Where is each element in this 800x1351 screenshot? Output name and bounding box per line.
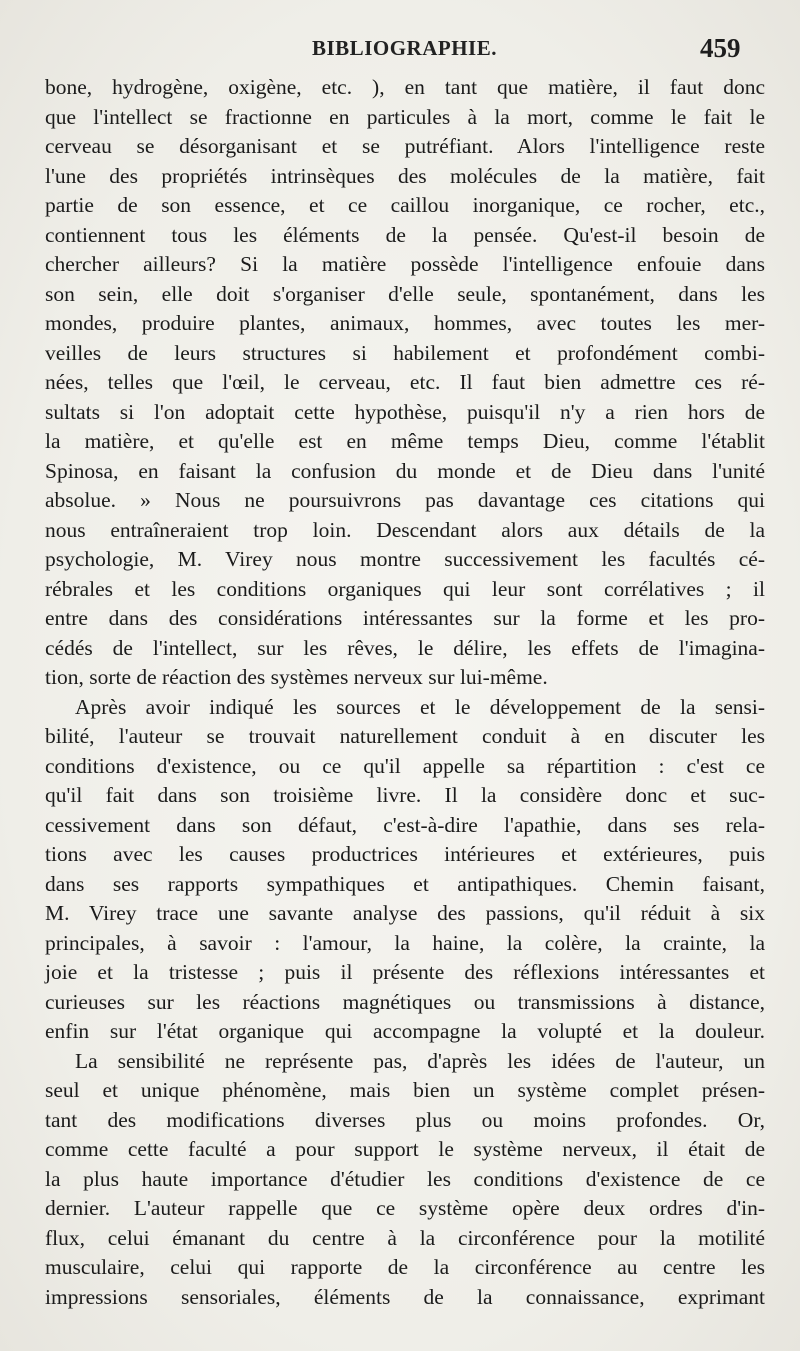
text-line: contiennent tous les éléments de la pensée. Qu'est-il besoin de: [45, 222, 765, 247]
text-line: veilles de leurs structures si habilement et profondément combi-: [45, 340, 765, 365]
running-title: BIBLIOGRAPHIE.: [312, 36, 497, 60]
text-line: son sein, elle doit s'organiser d'elle seule, spontanément, dans les: [45, 281, 765, 306]
text-line: bone, hydrogène, oxigène, etc. ), en tant que matière, il faut donc: [45, 75, 765, 99]
text-line: nées, telles que l'œil, le cerveau, etc. Il faut bien admettre ces ré-: [45, 370, 765, 394]
text-line: chercher ailleurs? Si la matière possède l'intelligence enfouie dans: [45, 252, 765, 276]
text-line: l'une des propriétés intrinsèques des molécules de la matière, fait: [45, 163, 765, 188]
text-line: que l'intellect se fractionne en particules à la mort, comme le fait le: [45, 104, 765, 129]
text-line: sultats si l'on adoptait cette hypothèse, puisqu'il n'y a rien hors de: [45, 399, 765, 424]
text-line: nous entraîneraient trop loin. Descendant alors aux détails de la: [45, 517, 765, 542]
text-line: cessivement dans son défaut, c'est-à-dire l'apathie, dans ses rela-: [45, 812, 765, 837]
text-line: absolue. » Nous ne poursuivrons pas davantage ces citations qui: [45, 488, 765, 512]
text-line: seul et unique phénomène, mais bien un système complet présen-: [45, 1078, 765, 1102]
text-line: dans ses rapports sympathiques et antipathiques. Chemin faisant,: [45, 871, 765, 896]
text-line: cerveau se désorganisant et se putréfiant. Alors l'intelligence reste: [45, 134, 765, 158]
text-line: qu'il fait dans son troisième livre. Il la considère donc et suc-: [45, 783, 765, 807]
text-line: entre dans des considérations intéressantes sur la forme et les pro-: [45, 606, 765, 630]
page-number: 459: [700, 33, 741, 63]
text-line: M. Virey trace une savante analyse des passions, qu'il réduit à six: [45, 901, 765, 925]
text-line: joie et la tristesse ; puis il présente des réflexions intéressantes et: [45, 960, 765, 984]
text-line: Spinosa, en faisant la confusion du monde et de Dieu dans l'unité: [45, 458, 765, 483]
body-text: [45, 73, 765, 1312]
text-line: rébrales et les conditions organiques qui leur sont corrélatives ; il: [45, 576, 765, 601]
paragraph-start-line: La sensibilité ne représente pas, d'après les idées de l'auteur, un: [75, 1048, 765, 1073]
text-line: cédés de l'intellect, sur les rêves, le délire, les effets de l'imagina-: [45, 635, 765, 660]
paragraph-end-line: enfin sur l'état organique qui accompagne la volupté et la douleur.: [45, 1019, 765, 1043]
text-line: comme cette faculté a pour support le système nerveux, il était de: [45, 1137, 765, 1161]
text-line: curieuses sur les réactions magnétiques ou transmissions à distance,: [45, 989, 765, 1014]
text-line: dernier. L'auteur rappelle que ce système opère deux ordres d'in-: [45, 1196, 765, 1220]
text-line: conditions d'existence, ou ce qu'il appelle sa répartition : c'est ce: [45, 753, 765, 778]
text-line: la plus haute importance d'étudier les conditions d'existence de ce: [45, 1166, 765, 1191]
text-line: bilité, l'auteur se trouvait naturellement conduit à en discuter les: [45, 724, 765, 748]
text-line: psychologie, M. Virey nous montre successivement les facultés cé-: [45, 547, 765, 571]
text-line: musculaire, celui qui rapporte de la circonférence au centre les: [45, 1255, 765, 1279]
text-line: mondes, produire plantes, animaux, hommes, avec toutes les mer-: [45, 311, 765, 335]
text-line: flux, celui émanant du centre à la circonférence pour la motilité: [45, 1225, 765, 1250]
text-line: impressions sensoriales, éléments de la connaissance, exprimant: [45, 1284, 765, 1309]
text-line: principales, à savoir : l'amour, la haine, la colère, la crainte, la: [45, 930, 765, 955]
text-line: partie de son essence, et ce caillou inorganique, ce rocher, etc.,: [45, 193, 765, 217]
text-line: tions avec les causes productrices intérieures et extérieures, puis: [45, 842, 765, 866]
text-line: la matière, et qu'elle est en même temps Dieu, comme l'établit: [45, 429, 765, 453]
paragraph-end-line: tion, sorte de réaction des systèmes nerveux sur lui-même.: [45, 665, 548, 689]
text-line: tant des modifications diverses plus ou moins profondes. Or,: [45, 1107, 765, 1132]
paragraph-start-line: Après avoir indiqué les sources et le développement de la sensi-: [75, 694, 765, 719]
